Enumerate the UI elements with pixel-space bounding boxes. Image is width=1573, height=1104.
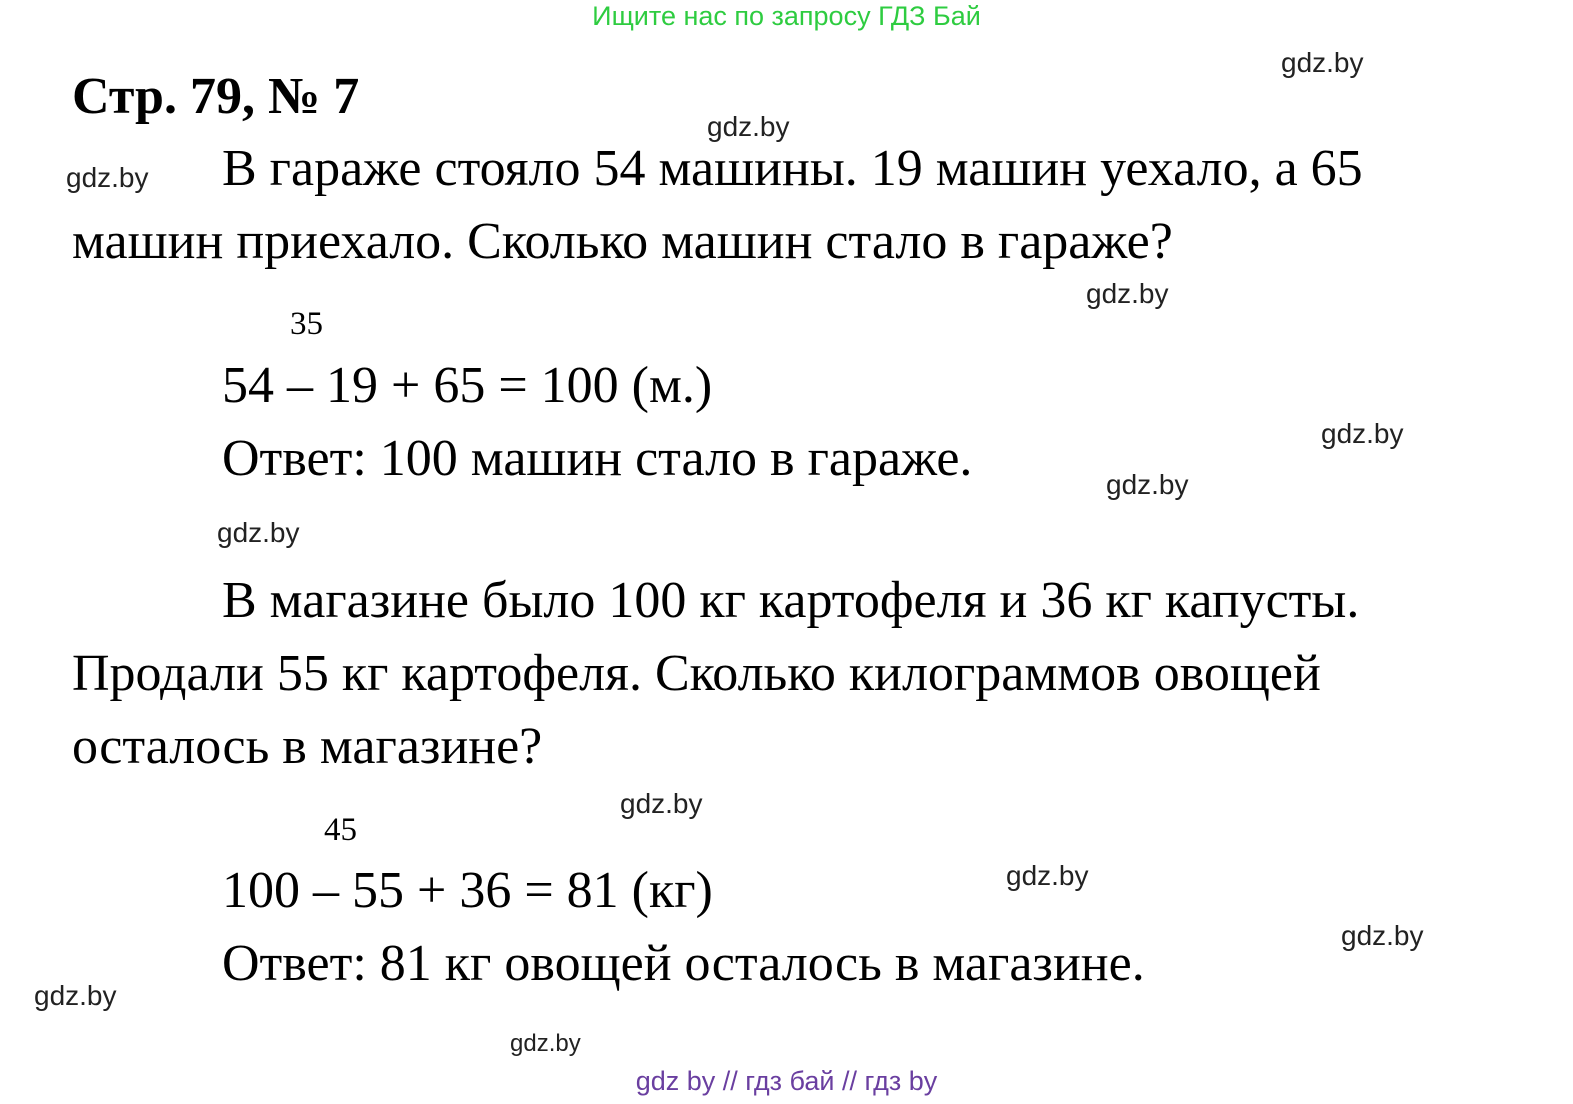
problem2-line2: Продали 55 кг картофеля. Сколько килограммов овощей bbox=[72, 645, 1321, 702]
watermark: gdz.by bbox=[1086, 278, 1169, 309]
watermark: gdz.by bbox=[1106, 469, 1189, 500]
problem1-answer: Ответ: 100 машин стало в гараже. bbox=[222, 430, 973, 487]
watermark: gdz.by bbox=[510, 1030, 581, 1057]
watermark: gdz.by bbox=[1341, 920, 1424, 951]
watermark: gdz.by bbox=[620, 788, 703, 819]
page-title: Стр. 79, № 7 bbox=[72, 68, 360, 125]
watermark: gdz.by bbox=[66, 162, 149, 193]
watermark: gdz.by bbox=[1281, 47, 1364, 78]
problem1-equation: 54 – 19 + 65 = 100 (м.) bbox=[222, 357, 713, 414]
top-banner[interactable]: Ищите нас по запросу ГДЗ Бай bbox=[592, 1, 981, 31]
footer-links[interactable]: gdz by // гдз бай // гдз by bbox=[635, 1066, 938, 1096]
problem2-equation: 100 – 55 + 36 = 81 (кг) bbox=[222, 862, 713, 919]
problem2-line3: осталось в магазине? bbox=[72, 718, 543, 775]
watermark: gdz.by bbox=[1006, 860, 1089, 891]
watermark: gdz.by bbox=[1321, 418, 1404, 449]
problem2-answer: Ответ: 81 кг овощей осталось в магазине. bbox=[222, 935, 1145, 992]
problem2-line1: В магазине было 100 кг картофеля и 36 кг капусты. bbox=[222, 572, 1360, 629]
problem2-intermediate: 45 bbox=[324, 812, 357, 848]
watermark: gdz.by bbox=[34, 980, 117, 1011]
problem1-intermediate: 35 bbox=[290, 306, 323, 342]
problem1-line2: машин приехало. Сколько машин стало в гараже? bbox=[72, 213, 1173, 270]
watermark: gdz.by bbox=[217, 517, 300, 548]
problem1-line1: В гараже стояло 54 машины. 19 машин уехало, а 65 bbox=[222, 140, 1363, 197]
watermark: gdz.by bbox=[707, 111, 790, 142]
